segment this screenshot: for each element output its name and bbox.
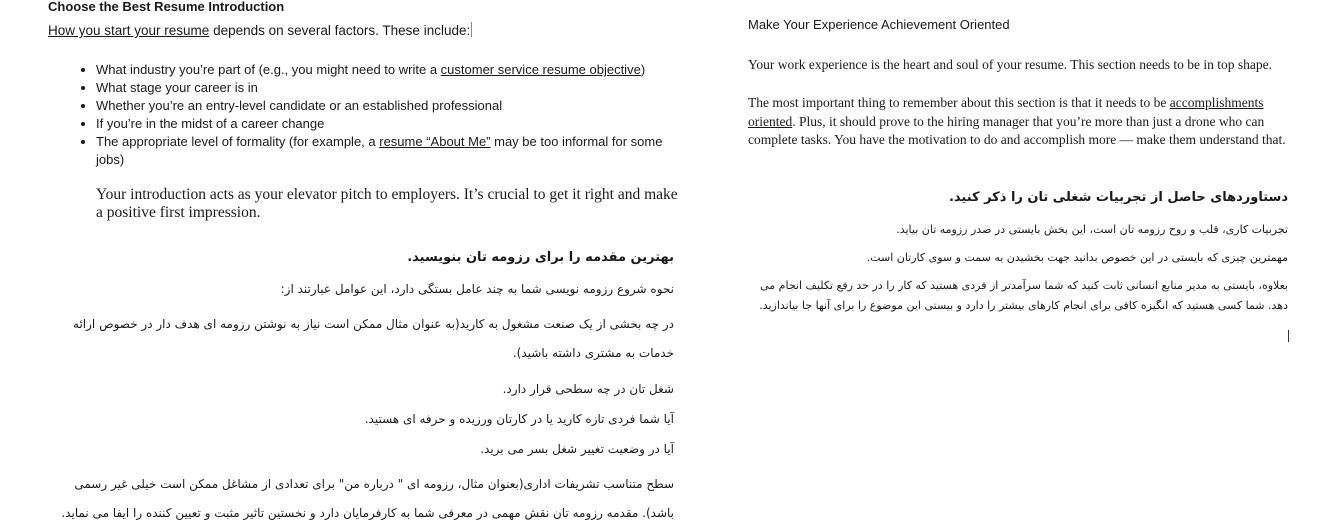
elevator-pitch-paragraph: Your introduction acts as your elevator pitch to employers. It’s crucial to get it right and make a positive first impression. (96, 186, 678, 221)
how-you-start-link[interactable]: How you start your resume (48, 23, 210, 38)
list-item: • What stage your career is in (96, 79, 686, 97)
intro-line (48, 22, 472, 40)
list-item: • If you’re in the midst of a career change (96, 115, 686, 133)
persian-heading-introduction: بهترین مقدمه را برای رزومه تان بنویسید. (407, 250, 674, 265)
persian-heading-experience: دستاوردهای حاصل از تجربیات شغلی تان را ذکر کنید. (948, 190, 1288, 205)
section-heading-introduction: Choose the Best Resume Introduction (48, 0, 285, 14)
text-caret (471, 22, 472, 37)
resume-about-me-link[interactable]: resume “About Me” (379, 134, 491, 149)
persian-paragraph: بعلاوه، بایستی به مدیر منابع انسانی ثابت کنید که شما سرآمدتر از فردی هستید که کار را در حد رفع تکلیف انجام می دهد. شما کسی هستید که انگیزه کافی برای انجام کارهای بیشتر را دارد و بیستی این موضوع را برای آنها جا بیاندازید. (759, 279, 1288, 312)
intro-text: depends on several factors. These include: (209, 23, 471, 38)
persian-paragraph: نحوه شروع رزومه نویسی شما به چند عامل بستگی دارد، این عوامل عبارتند از: (280, 282, 674, 296)
list-item: • What industry you’re part of (e.g., you might need to write a customer service resume objective) (96, 61, 686, 79)
accomplishments-paragraph: The most important thing to remember about this section is that it needs to be accomplishments oriented. Plus, it should prove to the hiring manager that you’re more than just a drone who can complete tasks. You have the motivation to do and accomplish more — make them understand that. (748, 95, 1286, 147)
persian-paragraph: آیا در وضعیت تغییر شغل بسر می برید. (480, 442, 674, 456)
persian-paragraphs-left (48, 280, 674, 528)
persian-paragraph: تجربیات کاری، قلب و روح رزومه تان است، این بخش بایستی در صدر رزومه تان بیاید. (896, 223, 1288, 236)
persian-paragraph: در چه بخشی از یک صنعت مشغول به کارید(به عنوان مثال ممکن است نیاز به نوشتن رزومه ای هدف دار در خصوص ارائه خدمات به مشتری داشته باشید). (73, 317, 674, 360)
persian-paragraphs-right (748, 220, 1288, 324)
customer-service-resume-objective-link[interactable]: customer service resume objective (440, 62, 641, 77)
text-cursor (1288, 330, 1289, 342)
persian-paragraph: آیا شما فردی تازه کارید یا در کارتان ورزیده و حرفه ای هستید. (364, 412, 674, 426)
persian-paragraph: شغل تان در چه سطحی قرار دارد. (502, 382, 674, 396)
persian-paragraph: مهمترین چیزی که بایستی در این خصوص بدانید جهت بخشیدن به سمت و سوی کارتان است. (866, 251, 1288, 264)
persian-paragraph: سطح متناسب تشریفات اداری(بعنوان مثال، رزومه ای " درباره من" برای تعدادی از مشاغل ممکن است خیلی غیر رسمی باشد). مقدمه رزومه تان نقش مهمی در معرفی شما به کارفرمایان دارد و نخستین تاثیر مثبت و تعیین کننده را ایفا می نماید. (61, 477, 674, 520)
list-item: • Whether you’re an entry-level candidate or an established professional (96, 97, 686, 115)
list-item: • The appropriate level of formality (for example, a resume “About Me” may be too informal for some jobs) (96, 133, 686, 169)
section-heading-experience: Make Your Experience Achievement Oriented (748, 17, 1010, 32)
accomplishments-oriented-link[interactable]: accomplishments oriented (748, 95, 1264, 129)
factors-list (48, 61, 686, 169)
work-experience-paragraph: Your work experience is the heart and soul of your resume. This section needs to be in top shape. (748, 57, 1273, 72)
